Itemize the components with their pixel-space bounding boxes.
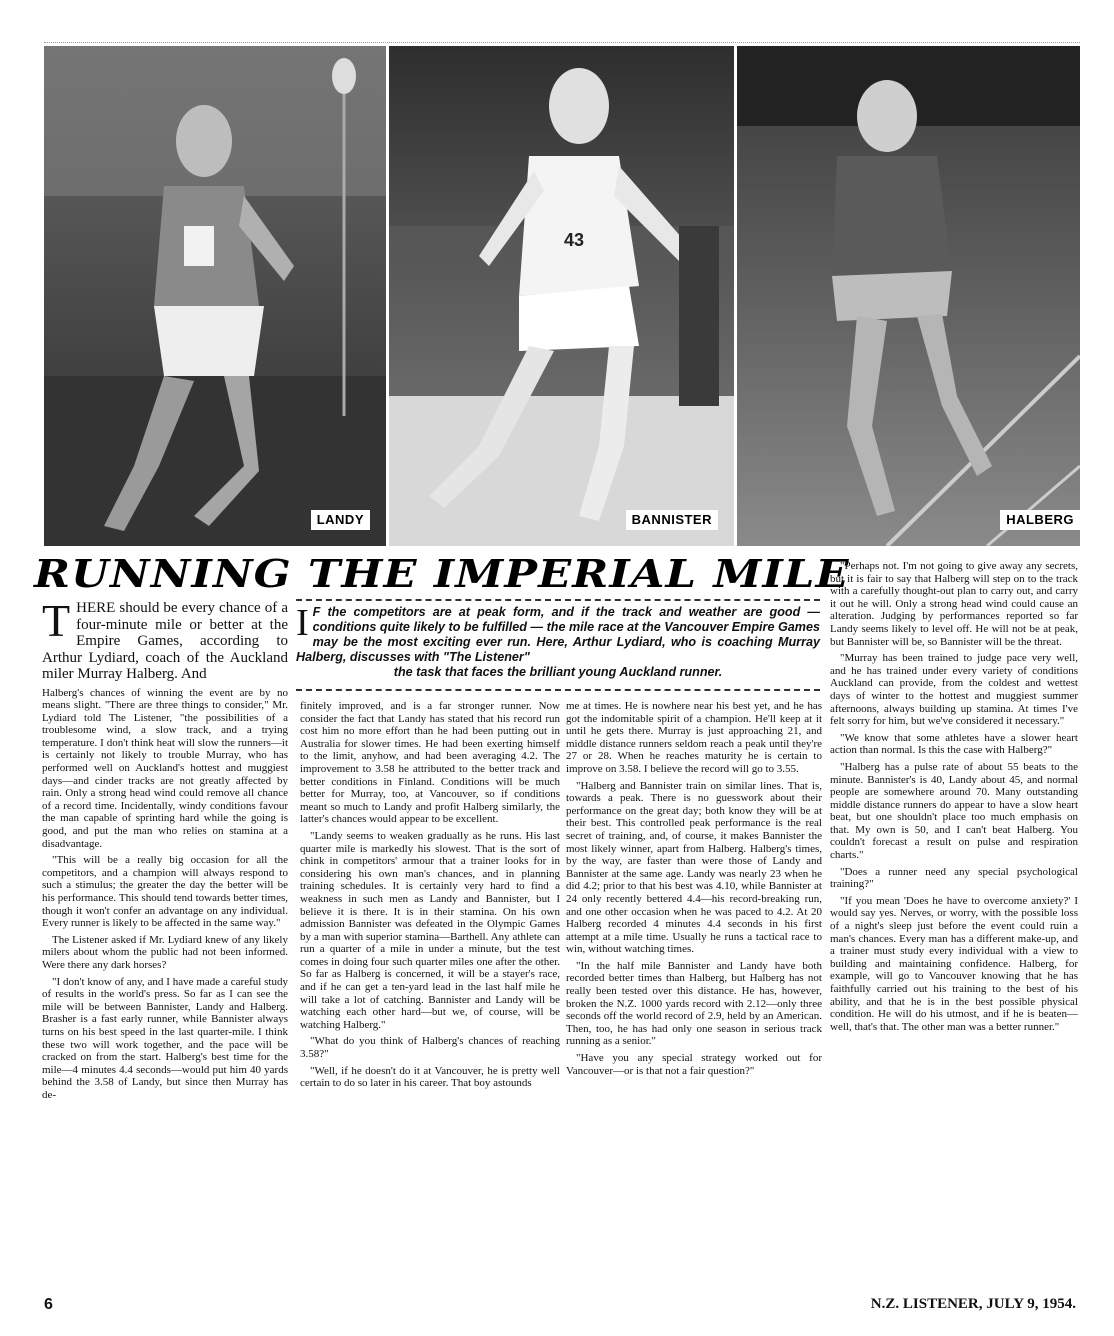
paragraph: "Halberg and Bannister train on similar lines. That is, towards a peak. There is no guesswork about their performance on the great day; both know they will be at their best. This controlled peak performance is the real secret of training, and, of course, it makes Bannister the most likely winner, apart from Halberg. Halberg's times, by the way, are faster than were those of Landy and Bannister at the same age. Landy was nearly 23 when he did 4.2; prior to that his best was 4.10, while Bannister at 24 only recently bettered 4.4—his record-breaking run, and one other occasion when he was paced to 4.2. At 20 Halberg recorded 4 minutes 4.4 seconds in his first attempt at a mile time. Usually he runs a tactical race to win, without watching times. [566,779,822,956]
drop-cap: T [42,600,71,646]
paragraph: "Landy seems to weaken gradually as he runs. His last quarter mile is markedly his slowest. That is the sort of chink in competitors' armour that a trainer looks for in considering his own man's chances, and in planning training schedules. It is certainly very hard to find a weakness in such men as Landy and Bannister, but I believe it is there. It is in their stamina. On his own admission Bannister was defeated in the Olympic Games by a man with superior stamina—Barthell. Any athlete can run a quarter of a mile in under a minute, but the test comes in doing four such quarter miles one after the other. So far as Halberg is concerned, it will be a stayer's race, and if he can get a ten-yard lead in the last half mile he will take a lot of catching. Bannister and Landy will be watching each other hard—but we, of course, will be watching Halberg." [300,829,560,1031]
paragraph: "Does a runner need any special psychological training?" [830,865,1078,891]
paragraph: Halberg's chances of winning the event are by no means slight. "There are three things to consider," Mr. Lydiard told The Listener, "the possibilities of a troublesome wind, a slow track, and a trying temperature. I don't think heat will slow the runners—it is certainly not likely to trouble Murray, who has performed well on Auckland's hottest and muggiest days—and cinder tracks are not greatly affected by rain. Only a strong head wind could remove all chance of a record time. Incidentally, windy conditions favour the man capable of sprinting hard while the going is good, and put the man who relies on stamina at a disadvantage. [42,686,288,850]
article-column-2 [300,700,560,1292]
runner-photo-landy [44,46,386,546]
paragraph: "Have you any special strategy worked out for Vancouver—or is that not a fair question?" [566,1052,822,1077]
standfirst-body: F the competitors are at peak form, and if the track and weather are good — conditions quite likely to be fulfilled — the mile race at the Vancouver Empire Games may be the most exciting ever run. Here, Arthur Lydiard, who is coaching Murray Halberg, discusses with "The Listener" [296,605,820,664]
standfirst [296,599,820,691]
paragraph: The Listener asked if Mr. Lydiard knew of any likely milers about whom the public had not been informed. Were there any dark horses? [42,933,288,971]
paragraph: "If you mean 'Does he have to overcome anxiety?' I would say yes. Nerves, or worry, with the possible loss of a night's sleep just before the event could ruin a man's chances. Every man has a different make-up, and a trainer must study every individual with a view to building and maintaining confidence. Halberg, for example, will go to Vancouver knowing that he has faithfully carried out his training to the best of his ability, and that he is in the best possible physical condition. He will do his utmost, and if he is beaten—well, that's that. The other man was a better runner." [830,894,1078,1033]
photo-caption-halberg: HALBERG [1000,510,1080,530]
photo-caption-landy: LANDY [311,510,370,530]
article-column-4 [830,560,1078,1290]
paragraph: "Well, if he doesn't do it at Vancouver, he is pretty well certain to do so later in his career. That boy astounds [300,1064,560,1090]
bannister-bib-number: 43 [564,230,585,250]
headline: RUNNING THE IMPERIAL MILE [34,551,850,596]
page-number: 6 [44,1296,53,1313]
article-column-1 [42,600,288,1290]
paragraph: "I don't know of any, and I have made a careful study of results in the world's press. So far as I can see the mile will be between Bannister, Landy and Halberg. Brasher is a fast early runner, while Bannister always turns on his best speed in the last quarter-mile. I think these two will work together, and the pace will be cracked on from the start. Halberg's best time for the mile—4 minutes 4.4 seconds—would put him 40 yards behind the 3.58 of Landy, but since then Murray has de- [42,975,288,1101]
paragraph: "What do you think of Halberg's chances of reaching 3.58?" [300,1035,560,1061]
photo-caption-bannister: BANNISTER [626,510,718,530]
standfirst-drop-cap: I [296,602,309,644]
paragraph: "Murray has been trained to judge pace very well, and he has trained under every variety of conditions Auckland can provide, from the coldest and wettest days of winter to the hottest and muggiest summer afternoons, always building up stamina. At times I've felt sorry for him, but we've considered it necessary." [830,652,1078,728]
top-rule [44,42,1080,43]
runner-photo-halberg [737,46,1080,546]
paragraph: "In the half mile Bannister and Landy have both recorded better times than Halberg, but Halberg has not really been tested over this distance. He has, however, broken the N.Z. 1000 yards record with 2.12—only three seconds off the world record of 2.9, held by an American. Then, too, he has had only one season in serious track running as a senior." [566,959,822,1048]
photo-halberg [737,46,1080,546]
photo-bannister [389,46,734,546]
paragraph: "Perhaps not. I'm not going to give away any secrets, but it is fair to say that Halberg will step on to the track with a carefully thought-out plan to carry out, and carry it out he will. Only a strong head wind could cause an alteration. Judging by performances reported so far Landy seems likely to level off. He will not be at peak, but Bannister will be, so Bannister will be the threat. [830,560,1078,648]
paragraph: "This will be a really big occasion for all the competitors, and a champion will always respond to such a stimulus; the greater the day the better will be his performance. This should tend towards better times, though it won't confer an advantage on any individual. Every runner is likely to be affected in the same way." [42,854,288,930]
photo-landy [44,46,386,546]
paragraph: "We know that some athletes have a slower heart action than normal. Is this the case with Halberg?" [830,731,1078,757]
column-1-lead: THERE should be every chance of a four-minute mile or better at the Empire Games, according to Arthur Lydiard, coach of the Auckland miler Murray Halberg. And [42,600,288,682]
paragraph: me at times. He is nowhere near his best yet, and he has got the indomitable spirit of a champion. He'll keep at it until he gets there. Murray is just approaching 21, and middle distance runners seldom reach a peak until they're 27 or 28. When he reaches maturity he is certain to improve on 3.58. I believe the record will go to 3.55. [566,700,822,775]
article-column-3 [566,700,822,1292]
masthead-date: N.Z. LISTENER, JULY 9, 1954. [870,1296,1076,1312]
paragraph: finitely improved, and is a far stronger runner. Now consider the fact that Landy has stated that his record run cost him no more effort than he had been putting out in Australia for slower times. He had been exerting himself to the limit, anyhow, and had been averaging 4.2. The improvement to 3.58 he attributed to the better track and better conditions in Finland. Conditions will be much better for Murray, too, at Vancouver, so if conditions meant so much to Landy and profit Halberg similarly, the latter's chances would appear to be excellent. [300,700,560,826]
standfirst-last-line: the task that faces the brilliant young Auckland runner. [393,665,723,679]
paragraph: "Halberg has a pulse rate of about 55 beats to the minute. Bannister's is 40, Landy about 45, and normal people are somewhere around 70. Many outstanding middle distance runners do appear to have a slow heart beat, but one shouldn't place too much emphasis on that. My own is 50, and I can't beat Halberg. You couldn't forecast a result on pulse and respiration charts." [830,760,1078,862]
runner-photo-bannister [389,46,734,546]
